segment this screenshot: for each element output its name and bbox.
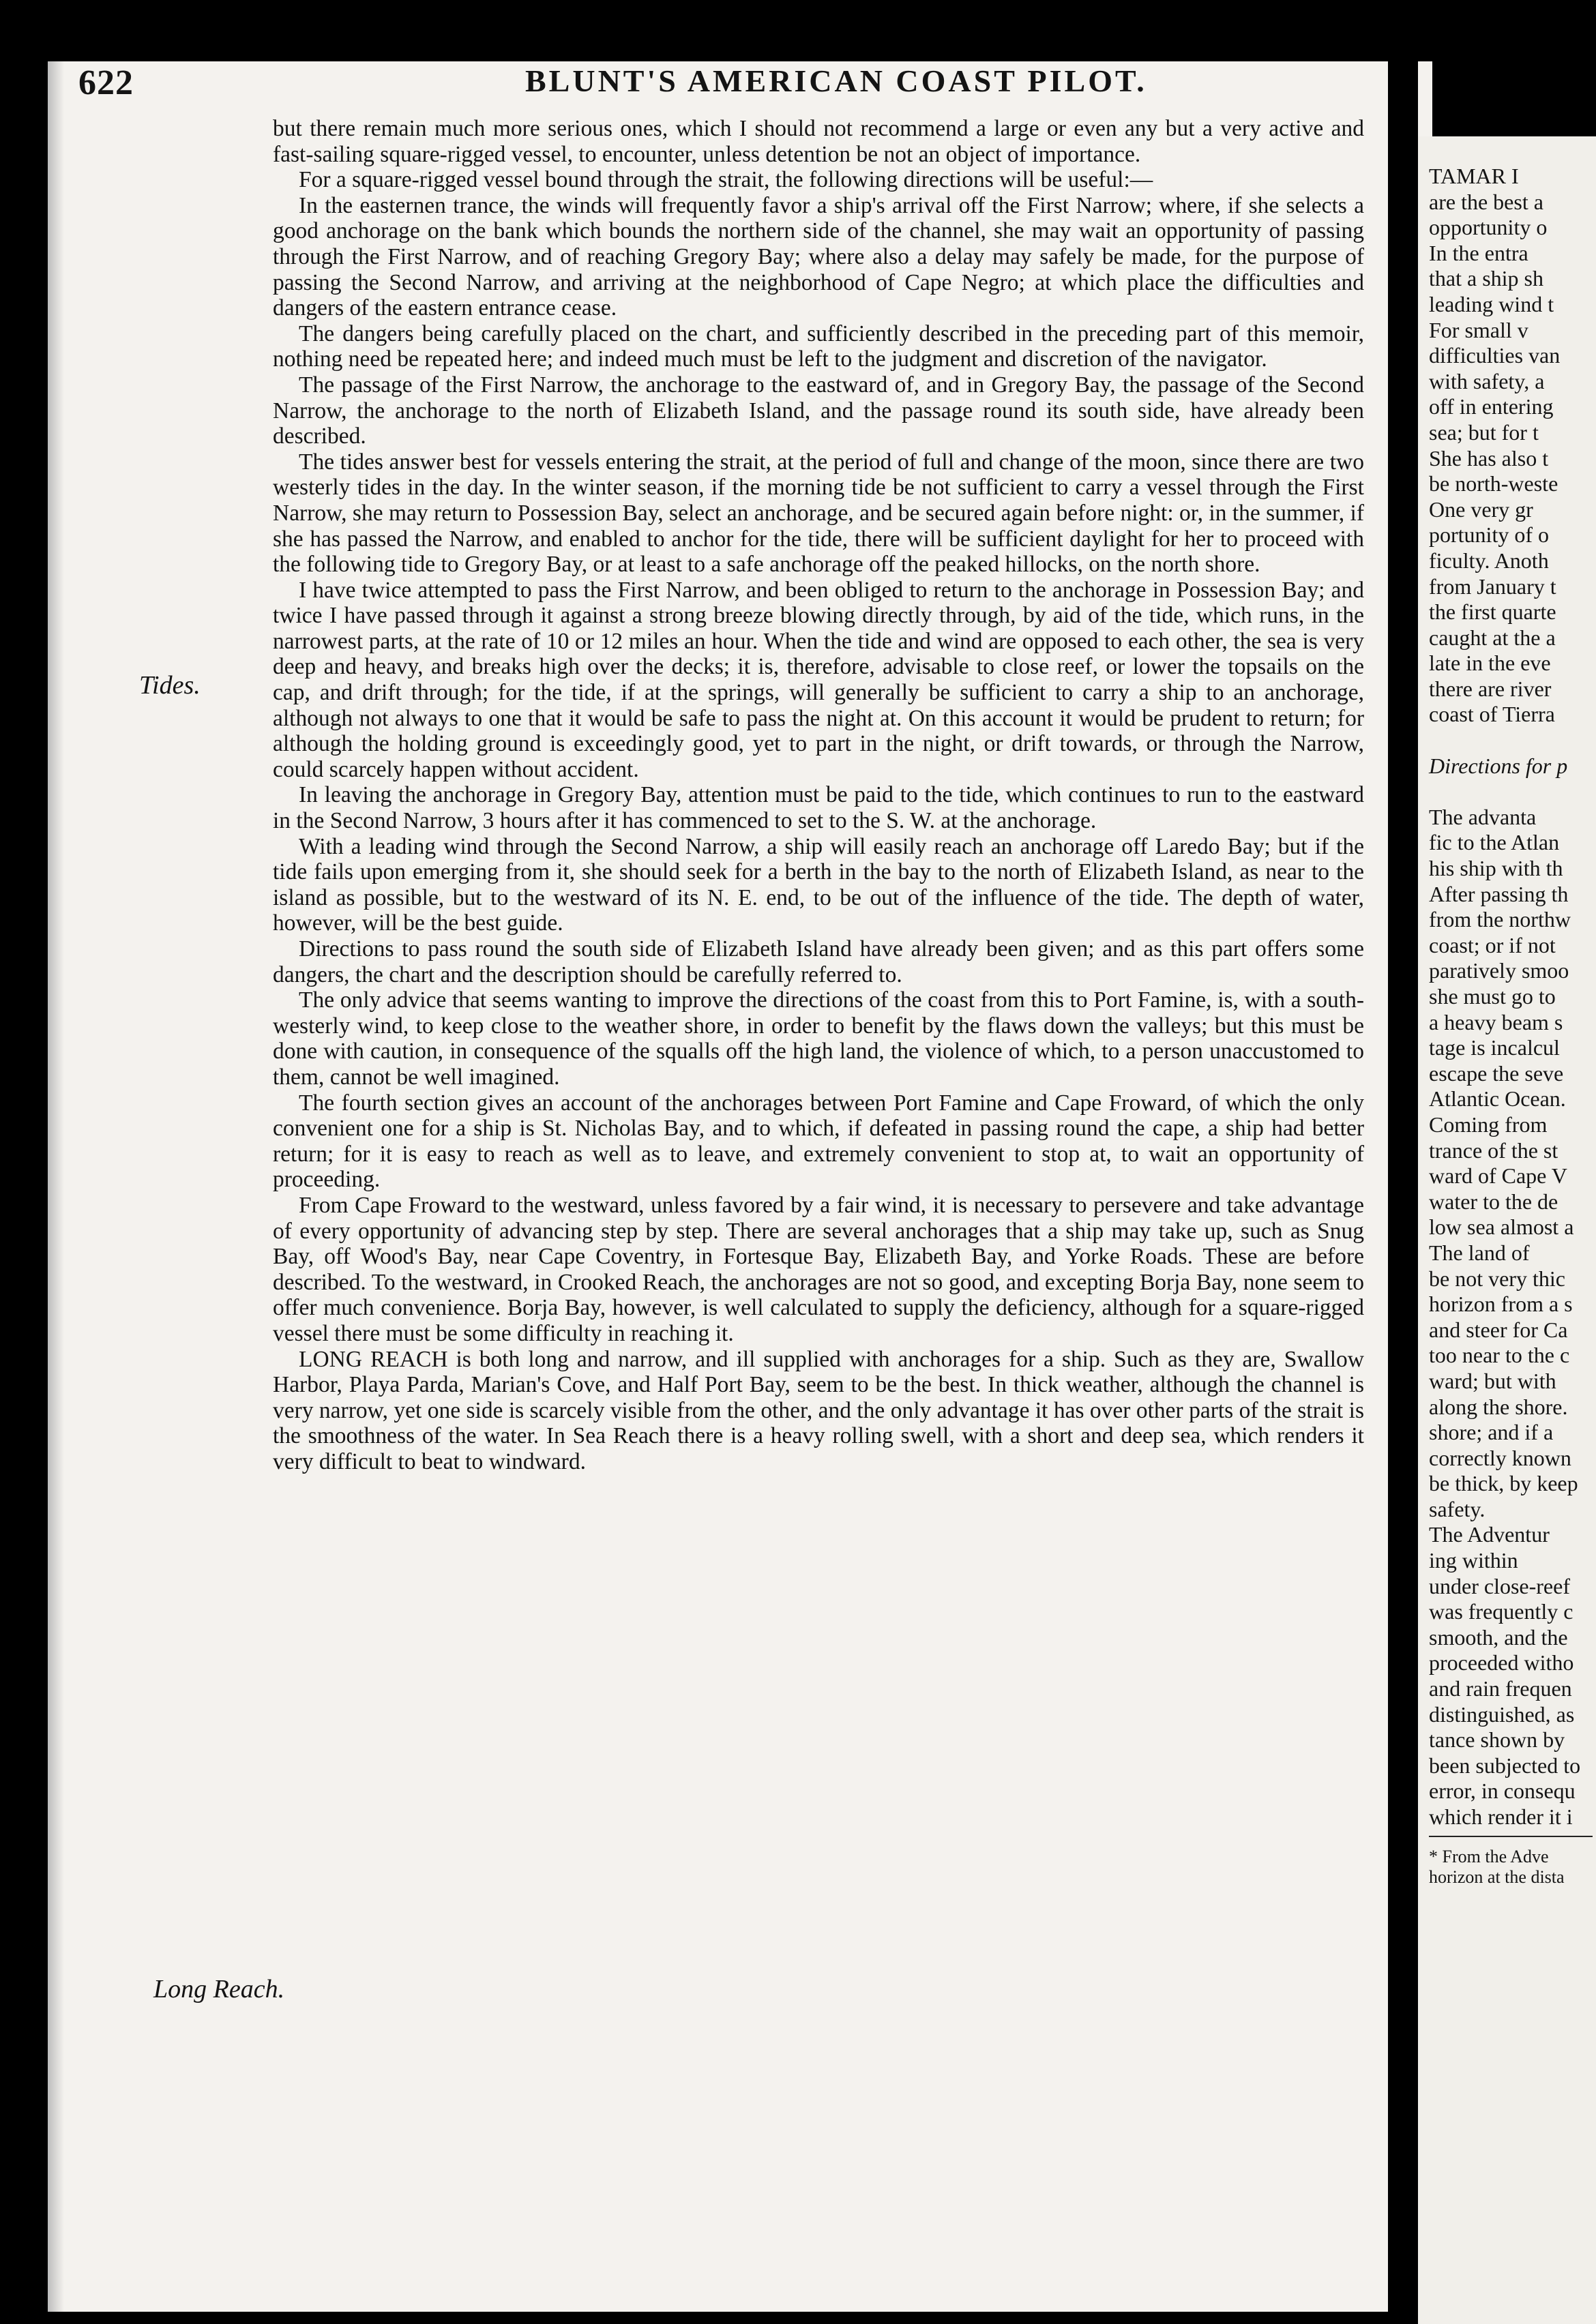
adjacent-page-line: was frequently c [1429, 1599, 1573, 1624]
adjacent-page-line: tance shown by [1429, 1727, 1565, 1753]
adjacent-page-line: are the best a [1429, 189, 1543, 214]
adjacent-page-line: along the shore. [1429, 1394, 1568, 1419]
paragraph: In the easternen trance, the winds will frequently favor a ship's arrival off the First Narrow; where, if she selects a good anchorage on the bank which bounds the northern side of the channel, she may wait an opportunity of passing through the First Narrow, and of reaching Gregory Bay; where also a delay may safely be made, for the purpose of passing the Second Narrow, and arriving at the neighborhood of Cape Negro; at which place the difficulties and dangers of the eastern entrance cease. [273, 192, 1364, 321]
spacer [1429, 728, 1596, 754]
adjacent-page-line: shore; and if a [1429, 1420, 1554, 1445]
adjacent-page-line: the first quarte [1429, 599, 1556, 625]
adjacent-page-line: sea; but for t [1429, 419, 1539, 445]
page-number: 622 [78, 63, 134, 102]
paragraph: Directions to pass round the south side of Elizabeth Island have already been given; and as this part offers some dangers, the chart and the description should be carefully referred to. [273, 936, 1364, 987]
paragraph: The dangers being carefully placed on the chart, and sufficiently described in the preceding part of this memoir, nothing need be repeated here; and indeed much must be left to the judgment and discretion of the navigator. [273, 321, 1364, 372]
adjacent-page-line: tage is incalcul [1429, 1035, 1560, 1060]
adjacent-page-line: proceeded witho [1429, 1650, 1574, 1675]
adjacent-page-line: For small v [1429, 317, 1528, 342]
running-title: BLUNT'S AMERICAN COAST PILOT. [525, 63, 1147, 98]
adjacent-page-line: she must go to [1429, 984, 1556, 1009]
adjacent-page-line: opportunity o [1429, 215, 1548, 240]
adjacent-page-line: with safety, a [1429, 368, 1545, 393]
adjacent-page-line: too near to the c [1429, 1343, 1570, 1368]
footnote-rule [1429, 1836, 1593, 1837]
paragraph: The only advice that seems wanting to improve the directions of the coast from this to Port Famine, is, with a south-westerly wind, to keep close to the weather shore, in order to benefit by the flaws down the valleys; but this must be done with caution, in consequence of the squalls off the high land, the violence of which, to a person unaccustomed to them, cannot be well imagined. [273, 987, 1364, 1090]
adjacent-page-line: and steer for Ca [1429, 1317, 1568, 1342]
paragraph: I have twice attempted to pass the First Narrow, and been obliged to return to the anchorage in Possession Bay; and twice I have passed through it against a strong breeze blowing directly through, by aid of the tide, which runs, in the narrowest parts, at the rate of 10 or 12 miles an hour. When the tide and wind are opposed to each other, the sea is very deep and heavy, and breaks high over the decks; it is, therefore, advisable to close reef, or lower the topsails on the cap, and drift through; for the tide, if at the springs, will generally be sufficient to carry a ship to an anchorage, although not always to one that it would be safe to pass the night at. On this account it would be prudent to return; for although the holding ground is exceedingly good, yet to part in the night, or drift towards, or through the Narrow, could scarcely happen without accident. [273, 577, 1364, 782]
adjacent-page-line: ward of Cape V [1429, 1163, 1567, 1189]
adjacent-page-line: difficulties van [1429, 343, 1561, 368]
adjacent-page-line: and rain frequen [1429, 1676, 1572, 1701]
adjacent-page-line: be north-weste [1429, 471, 1558, 496]
adjacent-page-line: late in the eve [1429, 651, 1551, 676]
page-header [78, 63, 1378, 110]
adjacent-page-line: The advanta [1429, 804, 1537, 829]
adjacent-page-line: caught at the a [1429, 625, 1556, 650]
book-page-right-partial [1418, 136, 1596, 2324]
adjacent-page-line: under close-reef [1429, 1573, 1570, 1598]
adjacent-page-line: fic to the Atlan [1429, 830, 1560, 855]
adjacent-page-line: which render it i [1429, 1804, 1573, 1829]
page-gutter [1388, 0, 1418, 2324]
adjacent-page-line: from January t [1429, 573, 1556, 599]
adjacent-page-line: ward; but with [1429, 1368, 1556, 1393]
adjacent-page-line: escape the seve [1429, 1060, 1564, 1086]
adjacent-page-line: portunity of o [1429, 522, 1549, 548]
adjacent-page-line: coast; or if not [1429, 932, 1556, 957]
adjacent-page-line: that a ship sh [1429, 266, 1543, 291]
adjacent-page-heading: Directions for p [1429, 753, 1568, 778]
adjacent-page-line: trance of the st [1429, 1137, 1558, 1163]
adjacent-page-line: error, in consequ [1429, 1778, 1576, 1804]
adjacent-page-line: Atlantic Ocean. [1429, 1086, 1566, 1112]
adjacent-page-line: The land of [1429, 1240, 1530, 1265]
paragraph: The tides answer best for vessels entering the strait, at the period of full and change of the moon, since there are two westerly tides in the day. In the winter season, if the morning tide be not sufficient to carry a vessel through the First Narrow, she may return to Possession Bay, select an anchorage, and be secured again before night: or, in the summer, if she has passed the Narrow, and enabled to anchor for the tide, there will be sufficient daylight for her to proceed with the following tide to Gregory Bay, or at least to a safe anchorage off the peaked hillocks, on the north shore. [273, 449, 1364, 578]
margin-note-long-reach: Long Reach. [153, 1975, 285, 2003]
adjacent-page-line: horizon from a s [1429, 1292, 1573, 1317]
adjacent-page-line: correctly known [1429, 1445, 1571, 1470]
paragraph: From Cape Froward to the westward, unless favored by a fair wind, it is necessary to persevere and take advantage of every opportunity of advancing step by step. There are several anchorages that a ship may take up, such as Snug Bay, off Wood's Bay, near Cape Coventry, in Fortesque Bay, Elizabeth Bay, and Yorke Roads. These are before described. To the westward, in Crooked Reach, the anchorages are not so good, and excepting Borja Bay, none seem to offer much convenience. Borja Bay, however, is well calculated to supply the deficiency, although for a square-rigged vessel there must be some difficulty in reaching it. [273, 1192, 1364, 1346]
adjacent-page-line: leading wind t [1429, 291, 1554, 316]
adjacent-page-line: off in entering [1429, 394, 1554, 419]
adjacent-page-line: been subjected to [1429, 1753, 1581, 1778]
adjacent-page-line: low sea almost a [1429, 1215, 1574, 1240]
adjacent-page-line: from the northw [1429, 907, 1571, 932]
adjacent-page-line: there are river [1429, 676, 1552, 701]
adjacent-page-line: TAMAR I [1429, 164, 1519, 188]
adjacent-page-line: a heavy beam s [1429, 1009, 1563, 1034]
adjacent-page-line: She has also t [1429, 445, 1549, 471]
paragraph: With a leading wind through the Second Narrow, a ship will easily reach an anchorage off Laredo Bay; but if the tide fails upon emerging from it, she should seek for a berth in the bay to the north of Elizabeth Island, as near to the island as possible, but to the westward of its N. E. end, to be out of the influence of the tide. The depth of water, however, will be the best guide. [273, 833, 1364, 936]
paragraph: The passage of the First Narrow, the anchorage to the eastward of, and in Gregory Bay, the passage of the Second Narrow, the anchorage to the north of Elizabeth Island, and the passage round its south side, have already been described. [273, 372, 1364, 449]
adjacent-page-line: One very gr [1429, 496, 1533, 522]
adjacent-page-line: his ship with th [1429, 856, 1563, 881]
paragraph: In leaving the anchorage in Gregory Bay, attention must be paid to the tide, which continues to run to the eastward in the Second Narrow, 3 hours after it has commenced to set to the S. W. at the anchorage. [273, 782, 1364, 834]
adjacent-page-line: safety. [1429, 1496, 1486, 1521]
adjacent-page-line: The Adventur [1429, 1522, 1550, 1547]
paragraph: LONG REACH is both long and narrow, and ill supplied with anchorages for a ship. Such as they are, Swallow Harbor, Playa Parda, Marian's Cove, and Half Port Bay, seem to be the best. In thick weather, although the channel is very narrow, yet one side is scarcely visible from the other, and the only advantage it has over other parts of the strait is the smoothness of the water. In Sea Reach there is a heavy rolling swell, with a short and deep sea, which renders it very difficult to beat to windward. [273, 1346, 1364, 1474]
body-text [273, 116, 1364, 1474]
adjacent-page-footnote: * From the Adve [1429, 1846, 1549, 1866]
adjacent-page-line: In the entra [1429, 240, 1528, 265]
adjacent-page-line: water to the de [1429, 1189, 1558, 1214]
adjacent-page-line: coast of Tierra [1429, 702, 1555, 727]
adjacent-page-line: paratively smoo [1429, 958, 1569, 983]
adjacent-page-line: Coming from [1429, 1112, 1548, 1137]
adjacent-page-line: distinguished, as [1429, 1701, 1575, 1727]
paragraph: but there remain much more serious ones, which I should not recommend a large or even any but a very active and fast-sailing square-rigged vessel, to encounter, unless detention be not an object of importance. [273, 116, 1364, 167]
adjacent-page-footnote: horizon at the dista [1429, 1866, 1565, 1887]
paragraph: For a square-rigged vessel bound through the strait, the following directions will be useful:— [299, 167, 1153, 193]
paragraph: The fourth section gives an account of the anchorages between Port Famine and Cape Froward, of which the only convenient one for a ship is St. Nicholas Bay, and to which, if defeated in passing round the cape, a ship had better return; for it is easy to reach as well as to leave, and extremely convenient to stop at, to wait an opportunity of proceeding. [273, 1090, 1364, 1193]
margin-note-tides: Tides. [139, 671, 201, 700]
adjacent-page-column [1429, 164, 1596, 1888]
adjacent-page-line: After passing th [1429, 881, 1569, 906]
adjacent-page-line: be thick, by keep [1429, 1471, 1578, 1496]
adjacent-page-line: be not very thic [1429, 1266, 1565, 1291]
spacer [1429, 779, 1596, 805]
adjacent-page-line: smooth, and the [1429, 1624, 1568, 1650]
adjacent-page-line: ing within [1429, 1548, 1518, 1573]
adjacent-page-line: ficulty. Anoth [1429, 548, 1549, 573]
